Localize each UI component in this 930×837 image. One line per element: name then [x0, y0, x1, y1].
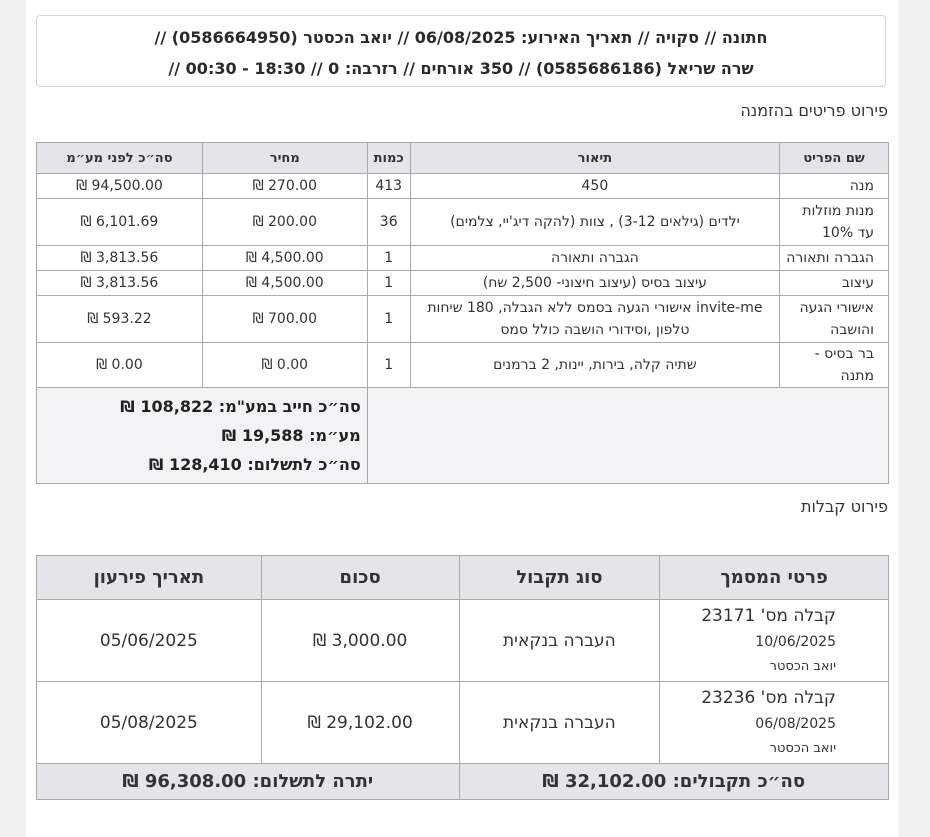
payment-amount: ₪ 3,000.00	[261, 600, 459, 682]
col-quantity: כמות	[367, 143, 410, 174]
item-price: ₪ 4,500.00	[202, 246, 367, 271]
items-totals	[37, 388, 368, 484]
receipt-date: 10/06/2025	[755, 633, 836, 650]
item-total: ₪ 3,813.56	[37, 271, 203, 296]
item-total: ₪ 6,101.69	[37, 199, 203, 246]
item-description: עיצוב בסיס (עיצוב חיצוני- 2,500 שח)	[410, 271, 779, 296]
receipt-date: 06/08/2025	[755, 715, 836, 732]
item-description: 450	[410, 174, 779, 199]
receipt-user: יואב הכסטר	[769, 658, 836, 674]
table-row	[37, 343, 889, 388]
event-summary-box	[36, 15, 886, 87]
due-date: 05/08/2025	[37, 682, 262, 764]
table-row	[37, 174, 889, 199]
document-details	[660, 600, 889, 682]
receipts-section-title: פירוט קבלות	[801, 497, 888, 516]
item-description: ילדים (גילאים 3-12) , צוות (להקה דיג'יי, צלמים)	[410, 199, 779, 246]
grand-total: סה״כ לתשלום: 128,410 ₪	[148, 455, 361, 474]
col-due-date: תאריך פירעון	[37, 556, 262, 600]
col-item-name: שם הפריט	[780, 143, 889, 174]
event-summary-line-2: שרה שריאל (0585686186) // 350 אורחים // רזרבה: 0 // 18:30 - 00:30 //	[168, 59, 754, 78]
items-table	[36, 142, 889, 484]
payment-amount: ₪ 29,102.00	[261, 682, 459, 764]
item-qty: 1	[367, 246, 410, 271]
col-description: תיאור	[410, 143, 779, 174]
receipt-link[interactable]: קבלה מס' 23171	[701, 605, 836, 626]
items-section-title: פירוט פריטים בהזמנה	[740, 101, 888, 120]
receipt-link[interactable]: קבלה מס' 23236	[701, 687, 836, 708]
item-qty: 1	[367, 343, 410, 388]
payment-type: העברה בנקאית	[459, 600, 660, 682]
receipts-totals-row	[37, 764, 889, 800]
item-total: ₪ 0.00	[37, 343, 203, 388]
table-row	[37, 246, 889, 271]
table-row	[37, 271, 889, 296]
item-total: ₪ 94,500.00	[37, 174, 203, 199]
balance-due: יתרה לתשלום: 96,308.00 ₪	[37, 764, 460, 800]
receipts-header-row	[37, 556, 889, 600]
items-header-row	[37, 143, 889, 174]
payment-type: העברה בנקאית	[459, 682, 660, 764]
item-name: מנות מוזלות עד 10%	[780, 199, 889, 246]
col-total-before-vat: סה״כ לפני מע״מ	[37, 143, 203, 174]
table-row	[37, 600, 889, 682]
document-details	[660, 682, 889, 764]
item-name: הגברה ותאורה	[780, 246, 889, 271]
item-qty: 1	[367, 271, 410, 296]
subtotal-vat-liable: סה״כ חייב במע"מ: 108,822 ₪	[120, 397, 361, 416]
receipts-table	[36, 555, 889, 800]
col-document-details: פרטי המסמך	[660, 556, 889, 600]
item-price: ₪ 4,500.00	[202, 271, 367, 296]
item-total: ₪ 593.22	[37, 296, 203, 343]
item-name: אישורי הגעה והושבה	[780, 296, 889, 343]
item-price: ₪ 700.00	[202, 296, 367, 343]
item-name: בר בסיס - מתנה	[780, 343, 889, 388]
total-received: סה״כ תקבולים: 32,102.00 ₪	[459, 764, 888, 800]
item-qty: 1	[367, 296, 410, 343]
items-totals-row	[37, 388, 889, 484]
col-price: מחיר	[202, 143, 367, 174]
item-name: מנה	[780, 174, 889, 199]
item-description: הגברה ותאורה	[410, 246, 779, 271]
receipt-user: יואב הכסטר	[769, 740, 836, 756]
item-qty: 36	[367, 199, 410, 246]
item-name: עיצוב	[780, 271, 889, 296]
item-description: invite-me אישורי הגעה בסמס ללא הגבלה, 180 שיחות טלפון ,וסידורי הושבה כולל סמס	[410, 296, 779, 343]
order-page	[26, 0, 898, 837]
item-price: ₪ 270.00	[202, 174, 367, 199]
vat-amount: מע״מ: 19,588 ₪	[221, 426, 361, 445]
item-price: ₪ 200.00	[202, 199, 367, 246]
item-qty: 413	[367, 174, 410, 199]
totals-spacer	[367, 388, 888, 484]
table-row	[37, 199, 889, 246]
item-price: ₪ 0.00	[202, 343, 367, 388]
col-payment-type: סוג תקבול	[459, 556, 660, 600]
col-amount: סכום	[261, 556, 459, 600]
item-total: ₪ 3,813.56	[37, 246, 203, 271]
item-description: שתיה קלה, בירות, יינות, 2 ברמנים	[410, 343, 779, 388]
due-date: 05/06/2025	[37, 600, 262, 682]
event-summary-line-1: חתונה // סקויה // תאריך האירוע: 06/08/2025 // יואב הכסטר (0586664950) //	[154, 28, 768, 47]
table-row	[37, 682, 889, 764]
table-row	[37, 296, 889, 343]
